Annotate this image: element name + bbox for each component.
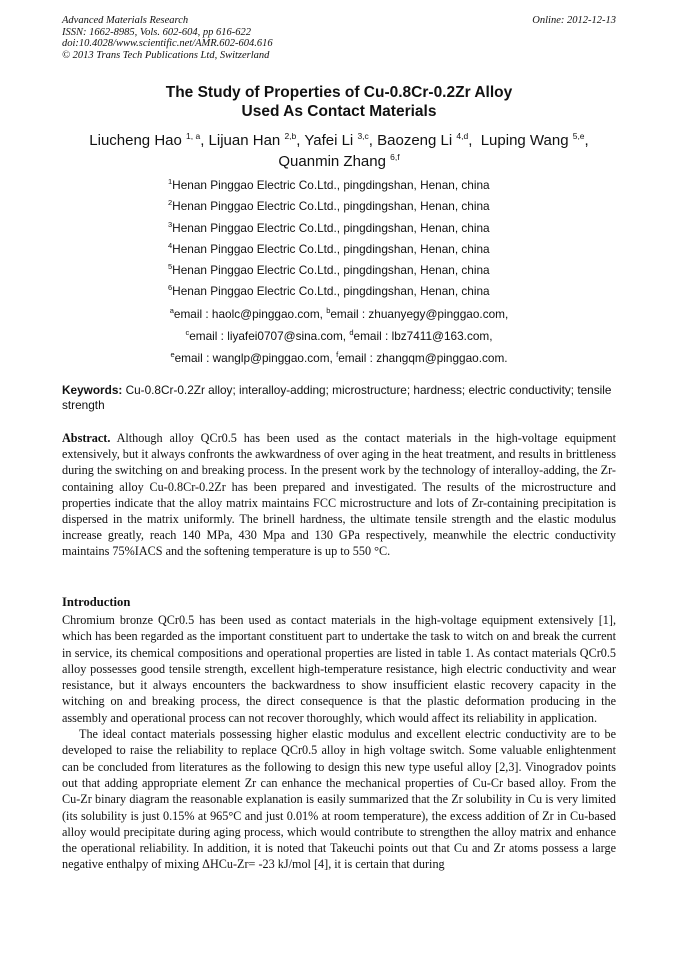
email-text: email : lbz7411@163.com,	[353, 329, 493, 343]
doi-line: doi:10.4028/www.scientific.net/AMR.602-604.616	[62, 38, 273, 49]
email-list	[62, 303, 616, 369]
abstract	[62, 430, 616, 560]
author-sup: 3,c	[357, 131, 369, 141]
author-name: Yafei Li	[304, 132, 354, 149]
affiliation	[168, 218, 588, 239]
email-text: email : wanglp@pinggao.com,	[174, 351, 337, 365]
affiliation-text: Henan Pinggao Electric Co.Ltd., pingdingshan, Henan, china	[172, 220, 490, 235]
affiliation-num: 3	[168, 219, 173, 229]
author-sup: 6,f	[390, 152, 400, 162]
affiliation	[168, 196, 588, 217]
affiliation	[168, 281, 588, 302]
keywords	[62, 383, 616, 413]
author-sup: 4,d	[456, 131, 469, 141]
issn-line: ISSN: 1662-8985, Vols. 602-604, pp 616-622	[62, 26, 251, 38]
email-sup: e	[170, 350, 175, 359]
email-sup: f	[336, 350, 339, 359]
email-line	[62, 347, 616, 369]
author-sup: 1, a	[186, 131, 201, 141]
affiliation-text: Henan Pinggao Electric Co.Ltd., pingdingshan, Henan, china	[172, 199, 490, 214]
author-sup: 5,e	[572, 131, 585, 141]
author-sup: 2,b	[284, 131, 297, 141]
author-name: Baozeng Li	[377, 132, 453, 149]
email-line	[62, 325, 616, 347]
abstract-text: Although alloy QCr0.5 has been used as the contact materials in the high-voltage equipment extensively, but it always confronts the awkwardness of over aging in the heat treatment, and results in brittleness during the switching on and breaking process. In the present work by the technology of interalloy-adding, the Zr-containing alloy Cu-0.8Cr-0.2Zr has been prepared and investigated. The results of the microstructure and properties indicate that the alloy matrix maintains FCC microstructure and lots of Zr-containing precipitation is dispersed in the matrix uniformly. The brinell hardness, the ultimate tensile strength and the elastic modulus increase greatly, reach 140 MPa, 430 Mpa and 130 GPa respectively, meanwhile the electric conductivity maintains 75%IACS and the softening temperature is up to 550 °C.	[62, 431, 616, 559]
affiliation-text: Henan Pinggao Electric Co.Ltd., pingdingshan, Henan, china	[172, 178, 490, 192]
paragraph: The ideal contact materials possessing higher elastic modulus and excellent electric conductivity are to be developed to raise the reliability to replace QCr0.5 alloy in high voltage switch. Some valuable enlightenment can be concluded from literatures as the following to design this new type useful alloy [2,3]. Vinogradov points out that adding appropriate element Zr can enhance the mechanical properties of Cu-Cr based alloy. From the Cu-Zr binary diagram the reasonable explanation is easily summarized that the Zr solubility in Cu is very limited (its solubility is just 0.15% at 965°C and just 0.01% at room temperature), the excess addition of Zr in Cu-based alloy would precipitate during aging process, which would contribute to strengthen the alloy matrix and enhance the operational reliability. In addition, it is noted that Takeuchi points out that Cu and Zr atoms possess a large negative enthalpy of mixing ΔHCu-Zr= -23 kJ/mol [4], it is certain that during	[62, 727, 616, 872]
keywords-text: Cu-0.8Cr-0.2Zr alloy; interalloy-adding; microstructure; hardness; electric conductivity; tensile strength	[62, 383, 612, 412]
author-name: Luping Wang	[480, 132, 569, 149]
affiliation	[168, 260, 588, 281]
affiliation-text: Henan Pinggao Electric Co.Ltd., pingdingshan, Henan, china	[172, 284, 490, 299]
affiliation-text: Henan Pinggao Electric Co.Ltd., pingdingshan, Henan, china	[172, 263, 490, 278]
author-name: Liucheng Hao	[89, 132, 182, 149]
email-text: email : zhuanyegy@pinggao.com,	[330, 307, 509, 321]
journal-header	[62, 15, 616, 61]
email-sup: d	[349, 328, 354, 337]
email-text: email : haolc@pinggao.com,	[173, 307, 327, 321]
affiliation-num: 1	[168, 177, 173, 186]
affiliation-num: 5	[168, 262, 173, 272]
paragraph: Chromium bronze QCr0.5 has been used as contact materials in the high-voltage equipment extensively [1], which has been regarded as the important constituent part to undertake the task to witch on and break the current in service, its chemical compositions and operational properties are listed in table 1. As contact materials QCr0.5 alloy possesses good tensile strength, excellent high-temperature resistance, high electric conductivity and wear resistance, but it always encounters the backwardness to show insufficient elastic recovery capacity in the witching on and breaking process, the direct consequence is that the plastic deformation producing in the assembly and operational process can not recover thoroughly, which would affect its reliability in application.	[62, 613, 616, 725]
email-text: email : liyafei0707@sina.com,	[189, 329, 350, 343]
author-name: Lijuan Han	[208, 132, 281, 149]
author-name: Quanmin Zhang	[278, 153, 386, 170]
email-sup: b	[326, 306, 331, 315]
affiliation-list	[168, 175, 588, 303]
title-line-2: Used As Contact Materials	[241, 103, 437, 120]
journal-name: Advanced Materials Research	[62, 15, 189, 26]
affiliation	[168, 175, 588, 196]
introduction-body	[62, 612, 616, 873]
affiliation-num: 2	[168, 198, 173, 208]
email-line	[62, 303, 616, 325]
affiliation-num: 6	[168, 283, 173, 293]
section-heading: Introduction	[62, 595, 131, 609]
online-date: Online: 2012-12-13	[532, 15, 616, 26]
author-list: Liucheng Hao $^{1, a}$, Lijuan Han $^{2,b}$, Yafei Li $^{3,c}$, Baozeng Li $^{4,d}$, Luping Wang $^{5,e}$, Quanmin Zhang $^{6,f}$	[89, 131, 589, 170]
affiliation	[168, 239, 588, 260]
affiliation-text: Henan Pinggao Electric Co.Ltd., pingdingshan, Henan, china	[172, 241, 490, 256]
abstract-label: Abstract.	[62, 431, 111, 445]
keywords-label: Keywords:	[62, 383, 123, 397]
email-text: email : zhangqm@pinggao.com.	[338, 351, 508, 365]
paper-title	[62, 83, 616, 121]
title-line-1: The Study of Properties of Cu-0.8Cr-0.2Zr Alloy	[165, 84, 513, 101]
affiliation-num: 4	[168, 240, 173, 250]
email-sup: c	[185, 328, 190, 337]
email-sup: a	[169, 306, 174, 315]
copyright-line: © 2013 Trans Tech Publications Ltd, Switzerland	[62, 49, 270, 61]
